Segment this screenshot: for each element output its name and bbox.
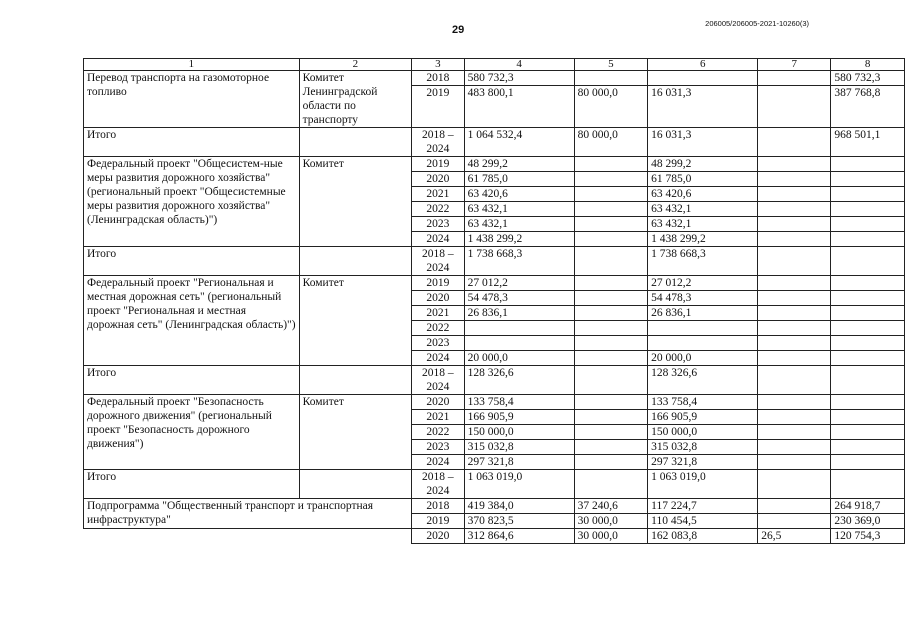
row-name: Федеральный проект "Региональная и местная дорожная сеть" (региональный проект "Региональная и местная дорожная сеть" (Ленинградская область)") [84,276,300,366]
amount-cell [574,410,647,425]
amount-cell [574,336,647,351]
amount-cell [574,440,647,455]
amount-cell [574,276,647,291]
header-row [84,59,905,71]
amount-cell [758,128,831,157]
amount-cell [758,395,831,410]
amount-cell: 80 000,0 [574,86,647,128]
total-row [84,470,905,499]
amount-cell [574,455,647,470]
year-cell: 2018 – 2024 [412,247,465,276]
amount-cell: 54 478,3 [648,291,758,306]
amount-cell [574,291,647,306]
amount-cell [831,291,905,306]
year-cell: 2019 [412,157,465,172]
amount-cell: 230 369,0 [831,514,905,529]
page-number: 29 [452,24,465,36]
column-header: 3 [412,59,465,71]
amount-cell: 162 083,8 [648,529,758,544]
amount-cell: 315 032,8 [464,440,574,455]
amount-cell: 26 836,1 [464,306,574,321]
year-cell: 2024 [412,351,465,366]
amount-cell [758,470,831,499]
table-row [84,71,905,86]
amount-cell [831,172,905,187]
year-cell: 2019 [412,86,465,128]
amount-cell: 20 000,0 [648,351,758,366]
column-header: 6 [648,59,758,71]
amount-cell [831,395,905,410]
amount-cell: 16 031,3 [648,128,758,157]
amount-cell: 80 000,0 [574,128,647,157]
amount-cell [758,425,831,440]
amount-cell [758,172,831,187]
amount-cell: 30 000,0 [574,514,647,529]
amount-cell: 297 321,8 [464,455,574,470]
row-executor [299,128,411,157]
amount-cell [758,336,831,351]
amount-cell [831,470,905,499]
amount-cell: 37 240,6 [574,499,647,514]
amount-cell: 61 785,0 [464,172,574,187]
amount-cell [758,366,831,395]
year-cell: 2023 [412,217,465,232]
amount-cell [758,514,831,529]
row-name: Федеральный проект "Безопасность дорожного движения" (региональный проект "Безопасность дорожного движения") [84,395,300,470]
amount-cell [574,232,647,247]
amount-cell [758,71,831,86]
row-executor: Комитет [299,395,411,470]
amount-cell [831,187,905,202]
amount-cell [574,71,647,86]
amount-cell [831,351,905,366]
amount-cell [758,247,831,276]
amount-cell: 312 864,6 [464,529,574,544]
table-row [84,395,905,410]
row-executor: Комитет Ленинградской области по транспорту [299,71,411,128]
amount-cell: 128 326,6 [648,366,758,395]
amount-cell: 968 501,1 [831,128,905,157]
amount-cell: 166 905,9 [648,410,758,425]
table-row [84,276,905,291]
row-name: Итого [84,128,300,157]
amount-cell: 128 326,6 [464,366,574,395]
year-cell: 2019 [412,276,465,291]
row-executor [299,470,411,499]
column-header: 1 [84,59,300,71]
amount-cell: 133 758,4 [464,395,574,410]
amount-cell [758,157,831,172]
amount-cell: 27 012,2 [464,276,574,291]
amount-cell: 387 768,8 [831,86,905,128]
amount-cell [831,410,905,425]
row-executor [299,247,411,276]
amount-cell [574,247,647,276]
amount-cell: 1 738 668,3 [464,247,574,276]
subprogram-name: Подпрограмма "Общественный транспорт и транспортная инфраструктура" [84,499,412,529]
amount-cell [758,351,831,366]
year-cell: 2021 [412,410,465,425]
amount-cell [574,321,647,336]
year-cell: 2022 [412,425,465,440]
amount-cell [758,306,831,321]
amount-cell: 580 732,3 [464,71,574,86]
amount-cell [831,321,905,336]
amount-cell [758,291,831,306]
amount-cell: 63 432,1 [648,217,758,232]
amount-cell: 61 785,0 [648,172,758,187]
subprogram-row [84,529,905,544]
amount-cell: 1 063 019,0 [648,470,758,499]
row-name: Перевод транспорта на газомоторное топливо [84,71,300,128]
amount-cell [758,410,831,425]
amount-cell [831,232,905,247]
column-header: 7 [758,59,831,71]
amount-cell [574,157,647,172]
amount-cell [758,321,831,336]
amount-cell [758,187,831,202]
amount-cell: 54 478,3 [464,291,574,306]
amount-cell: 16 031,3 [648,86,758,128]
amount-cell [648,336,758,351]
amount-cell [464,336,574,351]
amount-cell: 1 063 019,0 [464,470,574,499]
amount-cell: 150 000,0 [648,425,758,440]
amount-cell: 1 738 668,3 [648,247,758,276]
amount-cell: 1 438 299,2 [464,232,574,247]
row-name: Итого [84,247,300,276]
amount-cell [574,470,647,499]
amount-cell: 133 758,4 [648,395,758,410]
table-row [84,157,905,172]
amount-cell [574,425,647,440]
column-header: 8 [831,59,905,71]
year-cell: 2024 [412,455,465,470]
amount-cell: 48 299,2 [648,157,758,172]
amount-cell: 110 454,5 [648,514,758,529]
amount-cell: 63 432,1 [464,202,574,217]
amount-cell: 26 836,1 [648,306,758,321]
amount-cell [758,276,831,291]
amount-cell [758,202,831,217]
amount-cell: 20 000,0 [464,351,574,366]
amount-cell: 117 224,7 [648,499,758,514]
amount-cell: 297 321,8 [648,455,758,470]
amount-cell [831,306,905,321]
amount-cell [831,455,905,470]
amount-cell [831,440,905,455]
year-cell: 2023 [412,336,465,351]
total-row [84,366,905,395]
year-cell: 2019 [412,514,465,529]
year-cell: 2024 [412,232,465,247]
amount-cell [574,395,647,410]
amount-cell: 419 384,0 [464,499,574,514]
amount-cell [574,217,647,232]
row-name: Итого [84,470,300,499]
amount-cell [758,499,831,514]
row-name: Федеральный проект "Общесистем-ные меры развития дорожного хозяйства" (региональный проект "Общесистемные меры развития дорожного хозяйства" (Ленинградская область)") [84,157,300,247]
amount-cell [758,232,831,247]
amount-cell [831,366,905,395]
year-cell: 2018 – 2024 [412,128,465,157]
year-cell: 2018 – 2024 [412,470,465,499]
total-row [84,128,905,157]
amount-cell [831,276,905,291]
row-executor: Комитет [299,157,411,247]
amount-cell [831,202,905,217]
year-cell: 2021 [412,306,465,321]
year-cell: 2020 [412,291,465,306]
amount-cell: 580 732,3 [831,71,905,86]
amount-cell: 30 000,0 [574,529,647,544]
year-cell: 2022 [412,202,465,217]
amount-cell: 63 420,6 [648,187,758,202]
year-cell: 2020 [412,395,465,410]
year-cell: 2022 [412,321,465,336]
row-executor: Комитет [299,276,411,366]
column-header: 4 [464,59,574,71]
budget-table [83,58,905,544]
column-header: 2 [299,59,411,71]
amount-cell: 26,5 [758,529,831,544]
amount-cell [831,217,905,232]
document-id: 206005/206005-2021-10260(3) [705,19,809,28]
amount-cell [464,321,574,336]
year-cell: 2018 [412,499,465,514]
subprogram-row [84,499,905,514]
amount-cell [648,321,758,336]
amount-cell [574,351,647,366]
amount-cell [574,366,647,395]
amount-cell [574,172,647,187]
amount-cell [758,217,831,232]
row-executor [299,366,411,395]
amount-cell [574,187,647,202]
total-row [84,247,905,276]
row-name: Итого [84,366,300,395]
amount-cell [758,440,831,455]
amount-cell [648,71,758,86]
amount-cell: 370 823,5 [464,514,574,529]
amount-cell [831,336,905,351]
year-cell: 2020 [412,529,465,544]
amount-cell: 63 432,1 [464,217,574,232]
amount-cell [758,86,831,128]
year-cell: 2018 [412,71,465,86]
amount-cell: 315 032,8 [648,440,758,455]
amount-cell [831,247,905,276]
amount-cell: 48 299,2 [464,157,574,172]
amount-cell: 150 000,0 [464,425,574,440]
year-cell: 2021 [412,187,465,202]
amount-cell [831,425,905,440]
amount-cell [574,306,647,321]
amount-cell: 63 432,1 [648,202,758,217]
amount-cell: 264 918,7 [831,499,905,514]
year-cell: 2023 [412,440,465,455]
column-header: 5 [574,59,647,71]
year-cell: 2020 [412,172,465,187]
amount-cell: 120 754,3 [831,529,905,544]
amount-cell [574,202,647,217]
year-cell: 2018 – 2024 [412,366,465,395]
amount-cell [831,157,905,172]
amount-cell: 63 420,6 [464,187,574,202]
amount-cell [758,455,831,470]
amount-cell: 1 438 299,2 [648,232,758,247]
amount-cell: 166 905,9 [464,410,574,425]
amount-cell: 27 012,2 [648,276,758,291]
amount-cell: 1 064 532,4 [464,128,574,157]
blank-cell [84,529,412,544]
amount-cell: 483 800,1 [464,86,574,128]
